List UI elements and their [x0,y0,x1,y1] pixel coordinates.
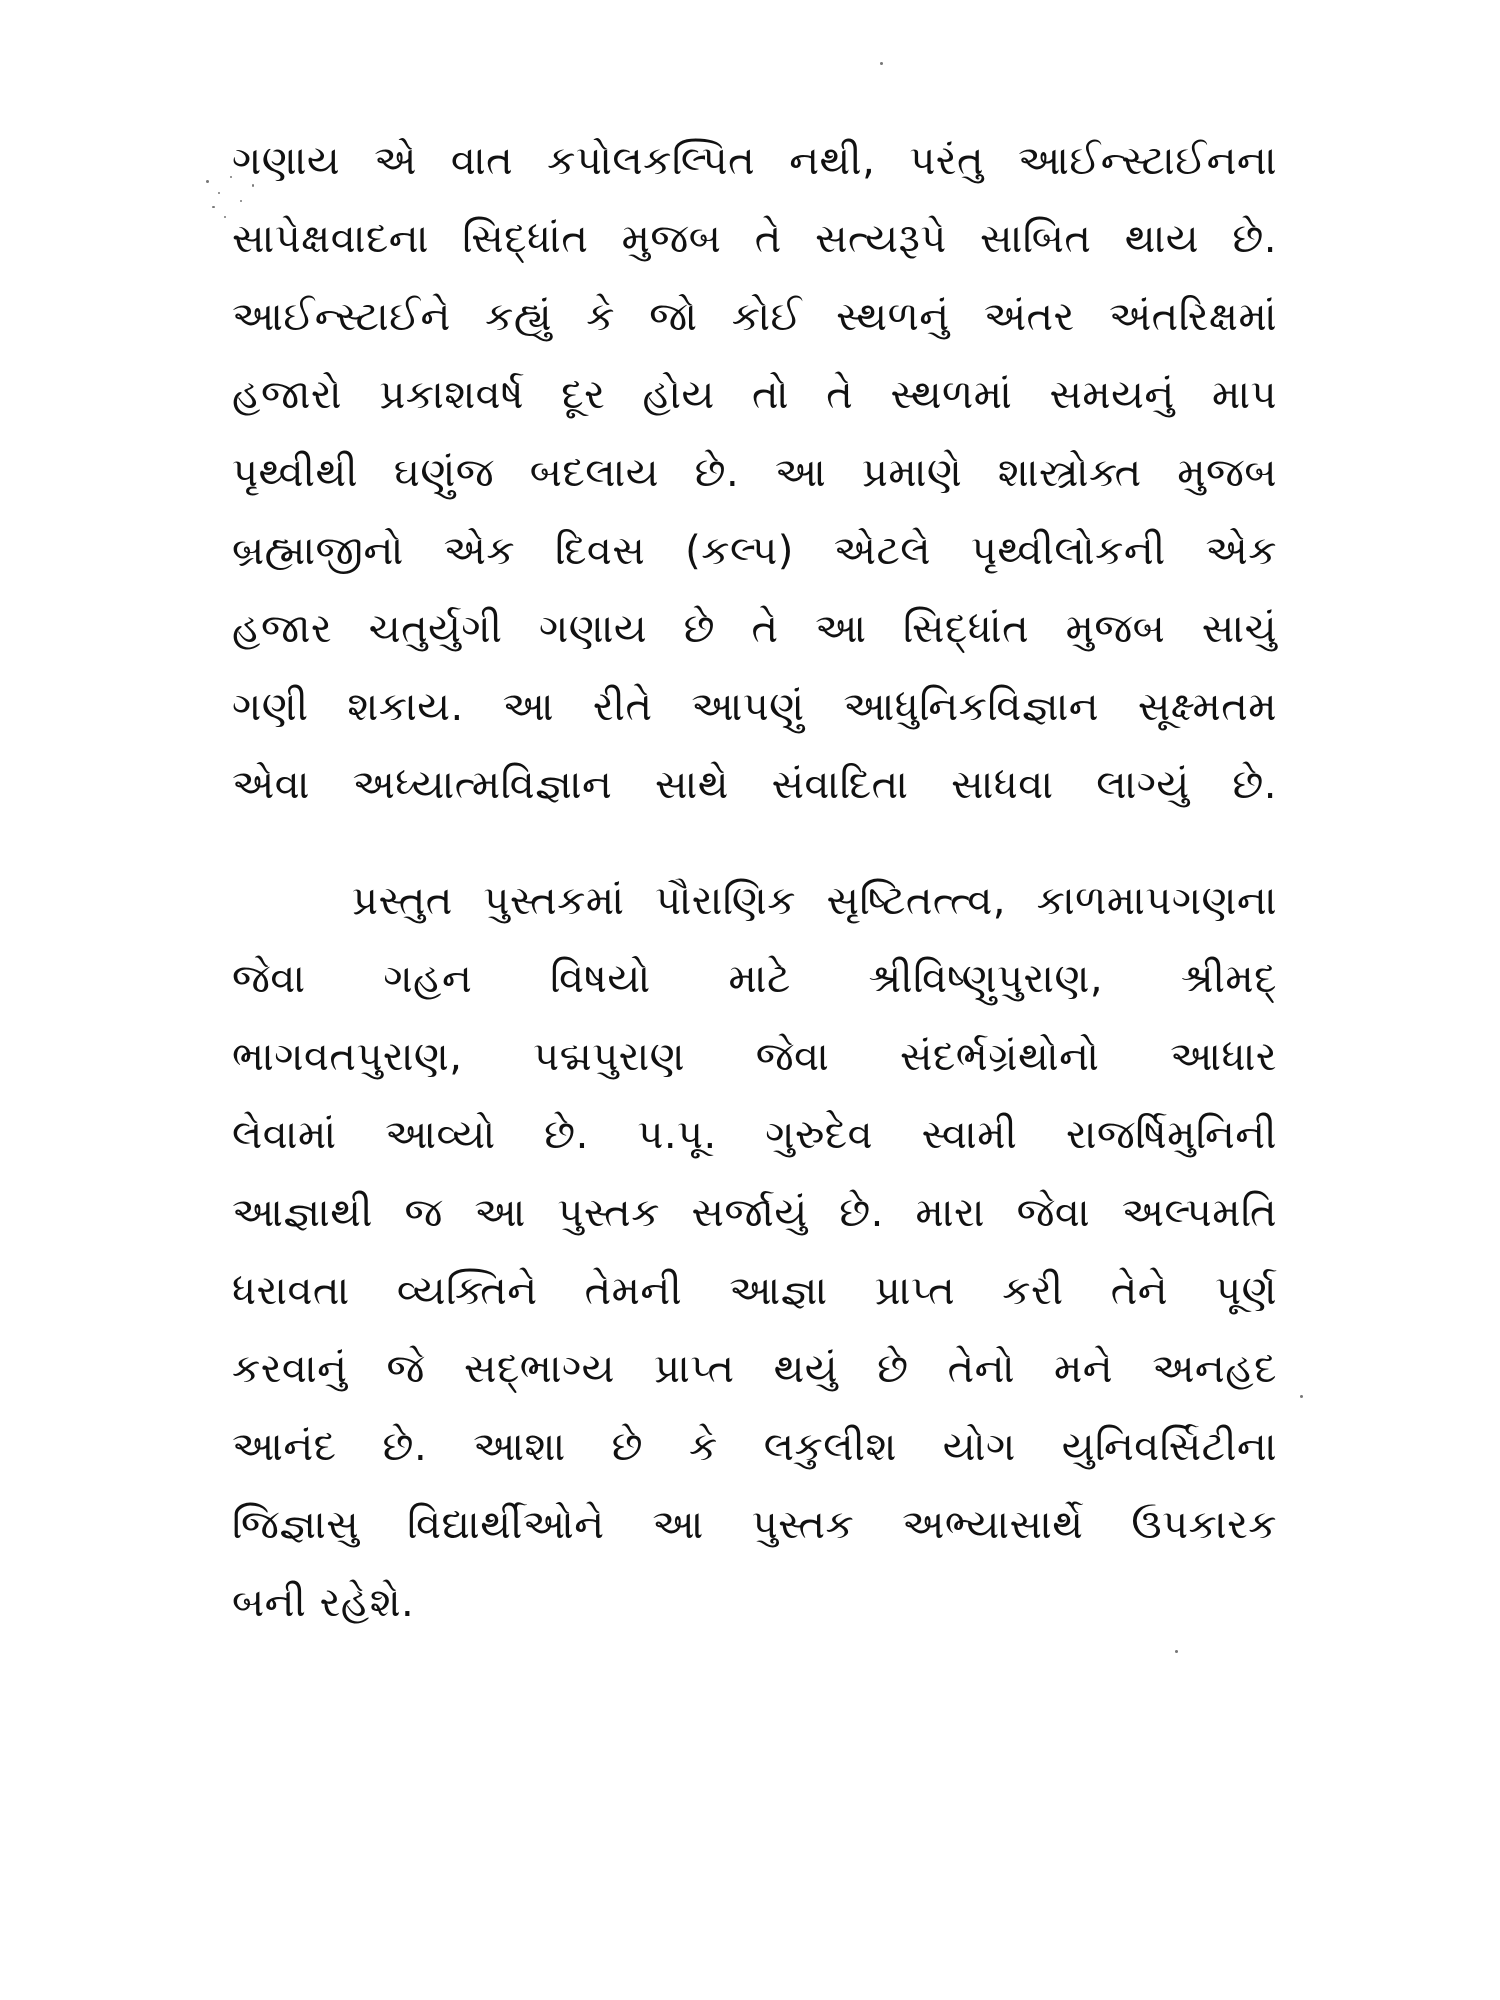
paragraph-1 [232,122,1277,824]
scan-dot [1300,1395,1303,1398]
text-line: સાપેક્ષવાદના સિદ્ધાંત મુજબ તે સત્યરૂપે સાબિત થાય છે. [232,216,1277,262]
text-line: પૃથ્વીથી ઘણુંજ બદલાય છે. આ પ્રમાણે શાસ્ત્રોક્ત મુજબ [232,450,1277,496]
text-line: આઈન્સ્ટાઈને કહ્યું કે જો કોઈ સ્થળનું અંતર અંતરિક્ષમાં [232,294,1277,340]
text-line: જેવા ગહન વિષયો માટે શ્રીવિષ્ણુપુરાણ, શ્રીમદ્ [232,956,1277,1002]
paragraph-2 [232,862,1277,1642]
text-line: ધરાવતા વ્યક્તિને તેમની આજ્ઞા પ્રાપ્ત કરી તેને પૂર્ણ [232,1268,1277,1314]
text-line: બની રહેશે. [232,1580,415,1626]
text-line: ગણી શકાય. આ રીતે આપણું આધુનિકવિજ્ઞાન સૂક્ષ્મતમ [232,684,1277,730]
scan-dot [880,62,883,65]
text-line: ગણાય એ વાત કપોલકલ્પિત નથી, પરંતુ આઈન્સ્ટાઈનના [232,138,1277,184]
text-line: કરવાનું જે સદ્ભાગ્ય પ્રાપ્ત થયું છે તેનો મને અનહદ [232,1346,1277,1392]
text-line: લેવામાં આવ્યો છે. પ.પૂ. ગુરુદેવ સ્વામી રાજર્ષિમુનિની [232,1112,1277,1158]
text-line: એવા અધ્યાત્મવિજ્ઞાન સાથે સંવાદિતા સાધવા લાગ્યું છે. [232,762,1277,808]
text-line: પ્રસ્તુત પુસ્તકમાં પૌરાણિક સૃષ્ટિતત્ત્વ, કાળમાપગણના [352,878,1277,924]
scan-dot [1175,1650,1178,1653]
text-line: ભાગવતપુરાણ, પદ્મપુરાણ જેવા સંદર્ભગ્રંથોનો આધાર [232,1034,1277,1080]
text-line: આનંદ છે. આશા છે કે લકુલીશ યોગ યુનિવર્સિટીના [232,1424,1277,1470]
text-line: હજારો પ્રકાશવર્ષ દૂર હોય તો તે સ્થળમાં સમયનું માપ [232,372,1277,418]
text-line: બ્રહ્માજીનો એક દિવસ (કલ્પ) એટલે પૃથ્વીલોકની એક [232,528,1277,574]
text-line: હજાર ચતુર્યુગી ગણાય છે તે આ સિદ્ધાંત મુજબ સાચું [232,606,1277,652]
text-line: જિજ્ઞાસુ વિદ્યાર્થીઓને આ પુસ્તક અભ્યાસાર્થે ઉપકારક [232,1502,1277,1548]
text-line: આજ્ઞાથી જ આ પુસ્તક સર્જાયું છે. મારા જેવા અલ્પમતિ [232,1190,1277,1236]
